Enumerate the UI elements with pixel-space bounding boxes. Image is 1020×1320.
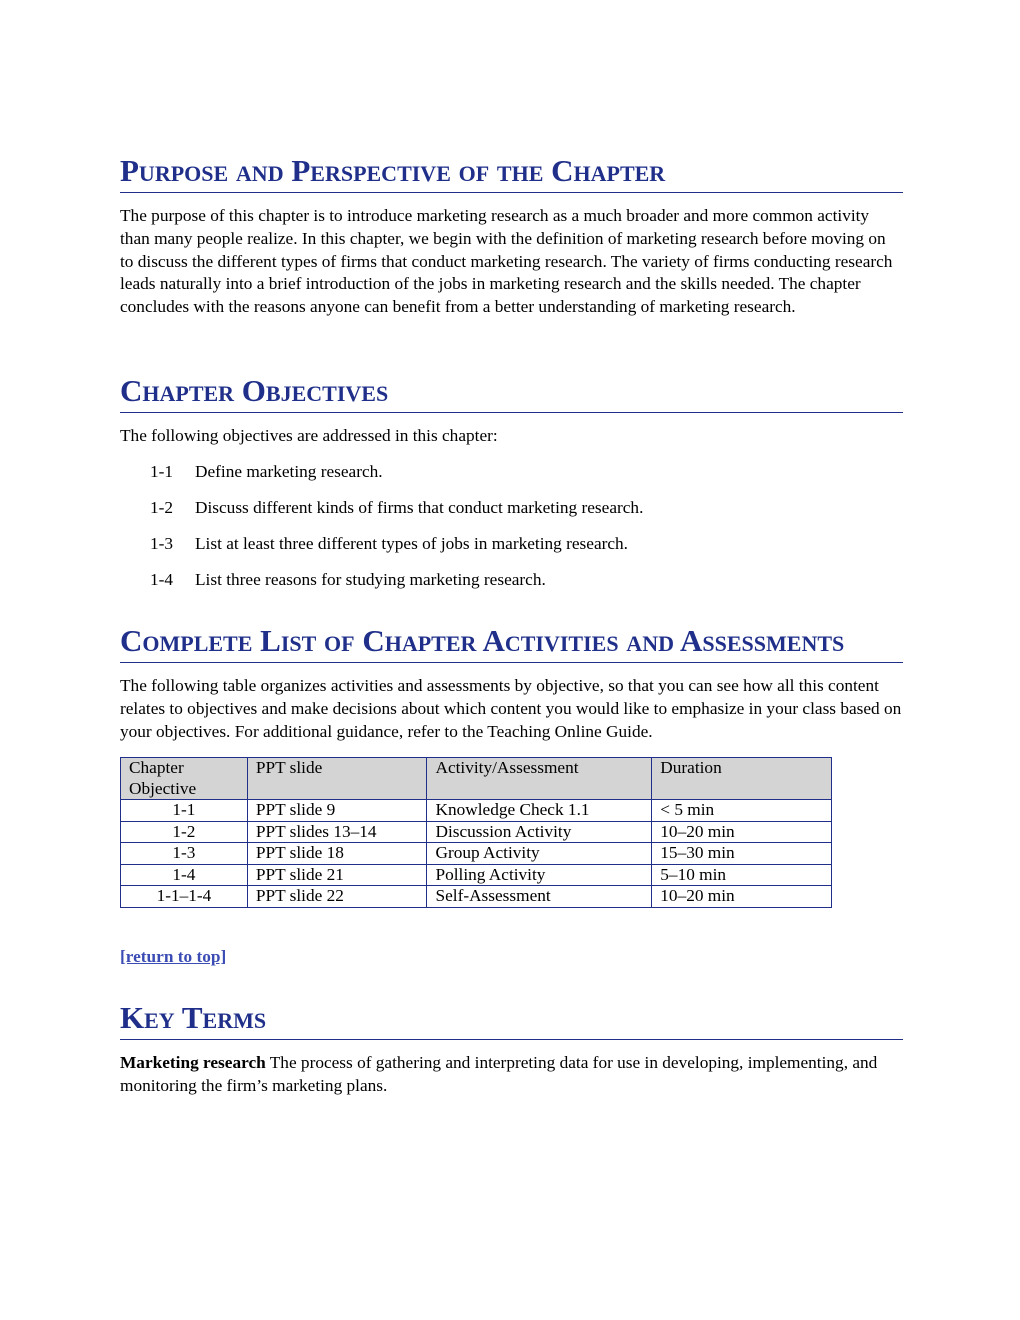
table-row — [121, 886, 832, 908]
table-row — [121, 800, 832, 822]
cell-objective: 1-3 — [121, 843, 248, 865]
table-header-row — [121, 758, 832, 800]
cell-duration: 15–30 min — [652, 843, 832, 865]
objective-item — [150, 497, 643, 533]
table-row — [121, 843, 832, 865]
activities-intro: The following table organizes activities and assessments by objective, so that you can see how all this content relates to objectives and make decisions about which content you would like to emphasize in your class based on your objectives. For additional guidance, refer to the Teaching Online Guide. — [120, 676, 902, 741]
return-to-top-link[interactable]: [return to top] — [120, 947, 227, 966]
header-activity-assessment: Activity/Assessment — [427, 758, 652, 800]
objective-text: Discuss different kinds of firms that conduct marketing research. — [195, 498, 644, 517]
key-term-entry — [120, 1052, 903, 1098]
objective-text: List three reasons for studying marketing research. — [195, 570, 546, 589]
objective-number: 1-1 — [150, 462, 174, 481]
cell-ppt-slide: PPT slide 18 — [247, 843, 427, 865]
cell-ppt-slide: PPT slide 22 — [247, 886, 427, 908]
header-ppt-slide: PPT slide — [247, 758, 427, 800]
objective-item — [150, 569, 643, 605]
cell-activity: Polling Activity — [427, 864, 652, 886]
cell-activity: Self-Assessment — [427, 886, 652, 908]
cell-activity: Discussion Activity — [427, 821, 652, 843]
cell-objective: 1-4 — [121, 864, 248, 886]
purpose-heading: Purpose and Perspective of the Chapter — [120, 154, 903, 193]
key-terms-heading: Key Terms — [120, 1001, 903, 1040]
objective-item — [150, 461, 643, 497]
activities-heading: Complete List of Chapter Activities and Assessments — [120, 624, 903, 663]
cell-objective: 1-1–1-4 — [121, 886, 248, 908]
cell-activity: Knowledge Check 1.1 — [427, 800, 652, 822]
cell-objective: 1-1 — [121, 800, 248, 822]
objectives-list — [150, 461, 643, 605]
cell-duration: 10–20 min — [652, 821, 832, 843]
table-row — [121, 821, 832, 843]
objective-item — [150, 533, 643, 569]
cell-ppt-slide: PPT slides 13–14 — [247, 821, 427, 843]
cell-activity: Group Activity — [427, 843, 652, 865]
objective-text: Define marketing research. — [195, 462, 383, 481]
key-term-name: Marketing research — [120, 1053, 266, 1072]
objective-number: 1-3 — [150, 534, 174, 553]
objective-text: List at least three different types of jobs in marketing research. — [195, 534, 629, 553]
cell-duration: 5–10 min — [652, 864, 832, 886]
cell-ppt-slide: PPT slide 9 — [247, 800, 427, 822]
objective-number: 1-2 — [150, 498, 174, 517]
cell-duration: 10–20 min — [652, 886, 832, 908]
key-term-definition: The process of gathering and interpreting data for use in developing, implementing, and monitoring the firm’s marketing plans. — [120, 1053, 878, 1095]
cell-objective: 1-2 — [121, 821, 248, 843]
cell-duration: < 5 min — [652, 800, 832, 822]
objectives-intro: The following objectives are addressed in this chapter: — [120, 426, 498, 445]
objectives-heading: Chapter Objectives — [120, 374, 903, 413]
objective-number: 1-4 — [150, 570, 174, 589]
purpose-paragraph: The purpose of this chapter is to introduce marketing research as a much broader and more common activity than many people realize. In this chapter, we begin with the definition of marketing research before moving on to discuss the different types of firms that conduct marketing research. The variety of firms conducting research leads naturally into a brief introduction of the jobs in marketing research and the skills needed. The chapter concludes with the reasons anyone can benefit from a better understanding of marketing research. — [120, 206, 893, 317]
cell-ppt-slide: PPT slide 21 — [247, 864, 427, 886]
header-chapter-objective: Chapter Objective — [121, 758, 248, 800]
table-row — [121, 864, 832, 886]
activities-table — [120, 757, 832, 908]
header-duration: Duration — [652, 758, 832, 800]
